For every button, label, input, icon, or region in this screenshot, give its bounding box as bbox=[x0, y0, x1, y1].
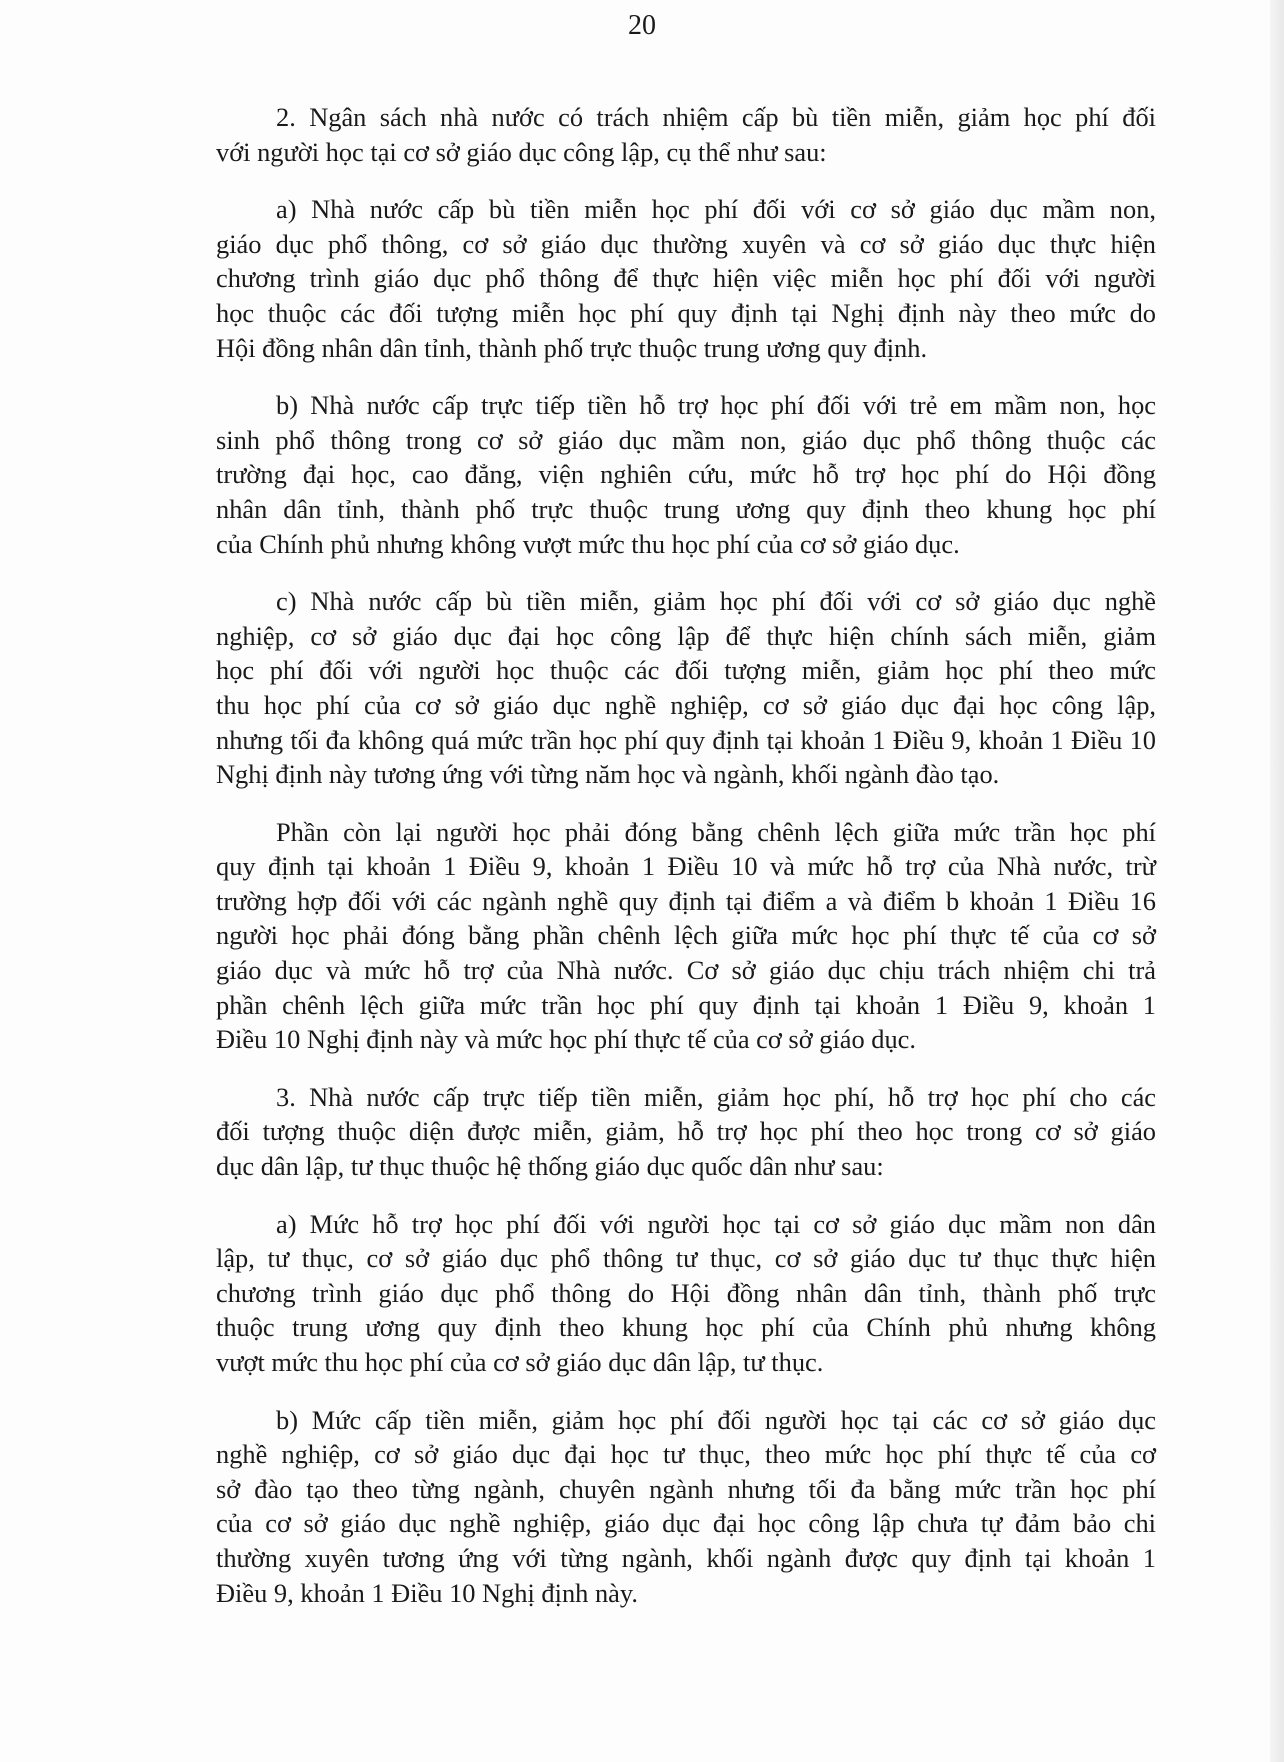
text-line: thu học phí của cơ sở giáo dục nghề nghiệp, cơ sở giáo dục đại học công lập, bbox=[216, 689, 1156, 720]
text-line: nhưng tối đa không quá mức trần học phí quy định tại khoản 1 Điều 9, khoản 1 Điều 10 bbox=[216, 724, 1156, 755]
text-line: phần chênh lệch giữa mức trần học phí quy định tại khoản 1 Điều 9, khoản 1 bbox=[216, 989, 1156, 1020]
text-line: chương trình giáo dục phổ thông để thực hiện việc miễn học phí đối với người bbox=[216, 263, 1156, 294]
text-line: nghiệp, cơ sở giáo dục đại học công lập để thực hiện chính sách miễn, giảm bbox=[216, 620, 1156, 651]
text-line: a) Mức hỗ trợ học phí đối với người học tại cơ sở giáo dục mầm non dân bbox=[276, 1208, 1156, 1239]
text-line: a) Nhà nước cấp bù tiền miễn học phí đối với cơ sở giáo dục mầm non, bbox=[276, 194, 1156, 225]
page-number: 20 bbox=[628, 10, 656, 41]
text-line: thường xuyên tương ứng với từng ngành, khối ngành được quy định tại khoản 1 bbox=[216, 1542, 1156, 1573]
text-line: nhân dân tỉnh, thành phố trực thuộc trung ương quy định theo khung học phí bbox=[216, 493, 1156, 524]
text-line: b) Mức cấp tiền miễn, giảm học phí đối người học tại các cơ sở giáo dục bbox=[276, 1404, 1156, 1435]
text-line: Phần còn lại người học phải đóng bằng chênh lệch giữa mức trần học phí bbox=[276, 816, 1156, 847]
text-line: học phí đối với người học thuộc các đối tượng miễn, giảm học phí theo mức bbox=[216, 655, 1156, 686]
scan-edge bbox=[1270, 0, 1284, 1762]
text-line: trường đại học, cao đẳng, viện nghiên cứu, mức hỗ trợ học phí do Hội đồng bbox=[216, 459, 1156, 490]
text-line: giáo dục phổ thông, cơ sở giáo dục thường xuyên và cơ sở giáo dục thực hiện bbox=[216, 228, 1156, 259]
text-line: với người học tại cơ sở giáo dục công lập, cụ thể như sau: bbox=[216, 136, 827, 167]
text-line: c) Nhà nước cấp bù tiền miễn, giảm học phí đối với cơ sở giáo dục nghề bbox=[276, 586, 1156, 617]
paragraph bbox=[216, 1403, 1156, 1611]
text-line: học thuộc các đối tượng miễn học phí quy định tại Nghị định này theo mức do bbox=[216, 297, 1156, 328]
text-line: Hội đồng nhân dân tỉnh, thành phố trực thuộc trung ương quy định. bbox=[216, 332, 928, 363]
text-line: Nghị định này tương ứng với từng năm học và ngành, khối ngành đào tạo. bbox=[216, 759, 1000, 790]
text-line: thuộc trung ương quy định theo khung học phí của Chính phủ nhưng không bbox=[216, 1312, 1156, 1343]
text-line: giáo dục và mức hỗ trợ của Nhà nước. Cơ sở giáo dục chịu trách nhiệm chi trả bbox=[216, 955, 1156, 986]
text-line: Điều 9, khoản 1 Điều 10 Nghị định này. bbox=[216, 1577, 638, 1608]
text-line: nghề nghiệp, cơ sở giáo dục đại học tư thục, theo mức học phí thực tế của cơ bbox=[216, 1439, 1156, 1470]
text-line: vượt mức thu học phí của cơ sở giáo dục dân lập, tư thục. bbox=[216, 1347, 824, 1377]
paragraph bbox=[216, 1080, 1156, 1184]
text-line: dục dân lập, tư thục thuộc hệ thống giáo dục quốc dân như sau: bbox=[216, 1151, 884, 1182]
text-line: trường hợp đối với các ngành nghề quy định tại điểm a và điểm b khoản 1 Điều 16 bbox=[216, 885, 1156, 916]
text-line: người học phải đóng bằng phần chênh lệch giữa mức học phí thực tế của cơ sở bbox=[216, 920, 1156, 951]
paragraph bbox=[216, 1207, 1156, 1380]
text-line: 3. Nhà nước cấp trực tiếp tiền miễn, giảm học phí, hỗ trợ học phí cho các bbox=[276, 1081, 1156, 1112]
text-line: của Chính phủ nhưng không vượt mức thu học phí của cơ sở giáo dục. bbox=[216, 528, 960, 559]
text-line: đối tượng thuộc diện được miễn, giảm, hỗ trợ học phí theo học trong cơ sở giáo bbox=[216, 1116, 1156, 1147]
text-line: b) Nhà nước cấp trực tiếp tiền hỗ trợ học phí đối với trẻ em mầm non, học bbox=[276, 390, 1156, 421]
document-body bbox=[216, 100, 1156, 1633]
paragraph bbox=[216, 815, 1156, 1057]
paragraph bbox=[216, 388, 1156, 561]
paragraph bbox=[216, 192, 1156, 365]
text-line: sinh phổ thông trong cơ sở giáo dục mầm non, giáo dục phổ thông thuộc các bbox=[216, 424, 1156, 455]
text-line: Điều 10 Nghị định này và mức học phí thực tế của cơ sở giáo dục. bbox=[216, 1024, 916, 1055]
paragraph bbox=[216, 584, 1156, 792]
text-line: lập, tư thục, cơ sở giáo dục phổ thông tư thục, cơ sở giáo dục tư thục thực hiện bbox=[216, 1243, 1156, 1274]
text-line: của cơ sở giáo dục nghề nghiệp, giáo dục đại học công lập chưa tự đảm bảo chi bbox=[216, 1508, 1156, 1539]
text-line: quy định tại khoản 1 Điều 9, khoản 1 Điều 10 và mức hỗ trợ của Nhà nước, trừ bbox=[216, 851, 1156, 882]
text-line: chương trình giáo dục phổ thông do Hội đồng nhân dân tỉnh, thành phố trực bbox=[216, 1277, 1156, 1308]
paragraph bbox=[216, 100, 1156, 169]
text-line: sở đào tạo theo từng ngành, chuyên ngành nhưng tối đa bằng mức trần học phí bbox=[216, 1473, 1156, 1504]
text-line: 2. Ngân sách nhà nước có trách nhiệm cấp bù tiền miễn, giảm học phí đối bbox=[276, 102, 1156, 132]
